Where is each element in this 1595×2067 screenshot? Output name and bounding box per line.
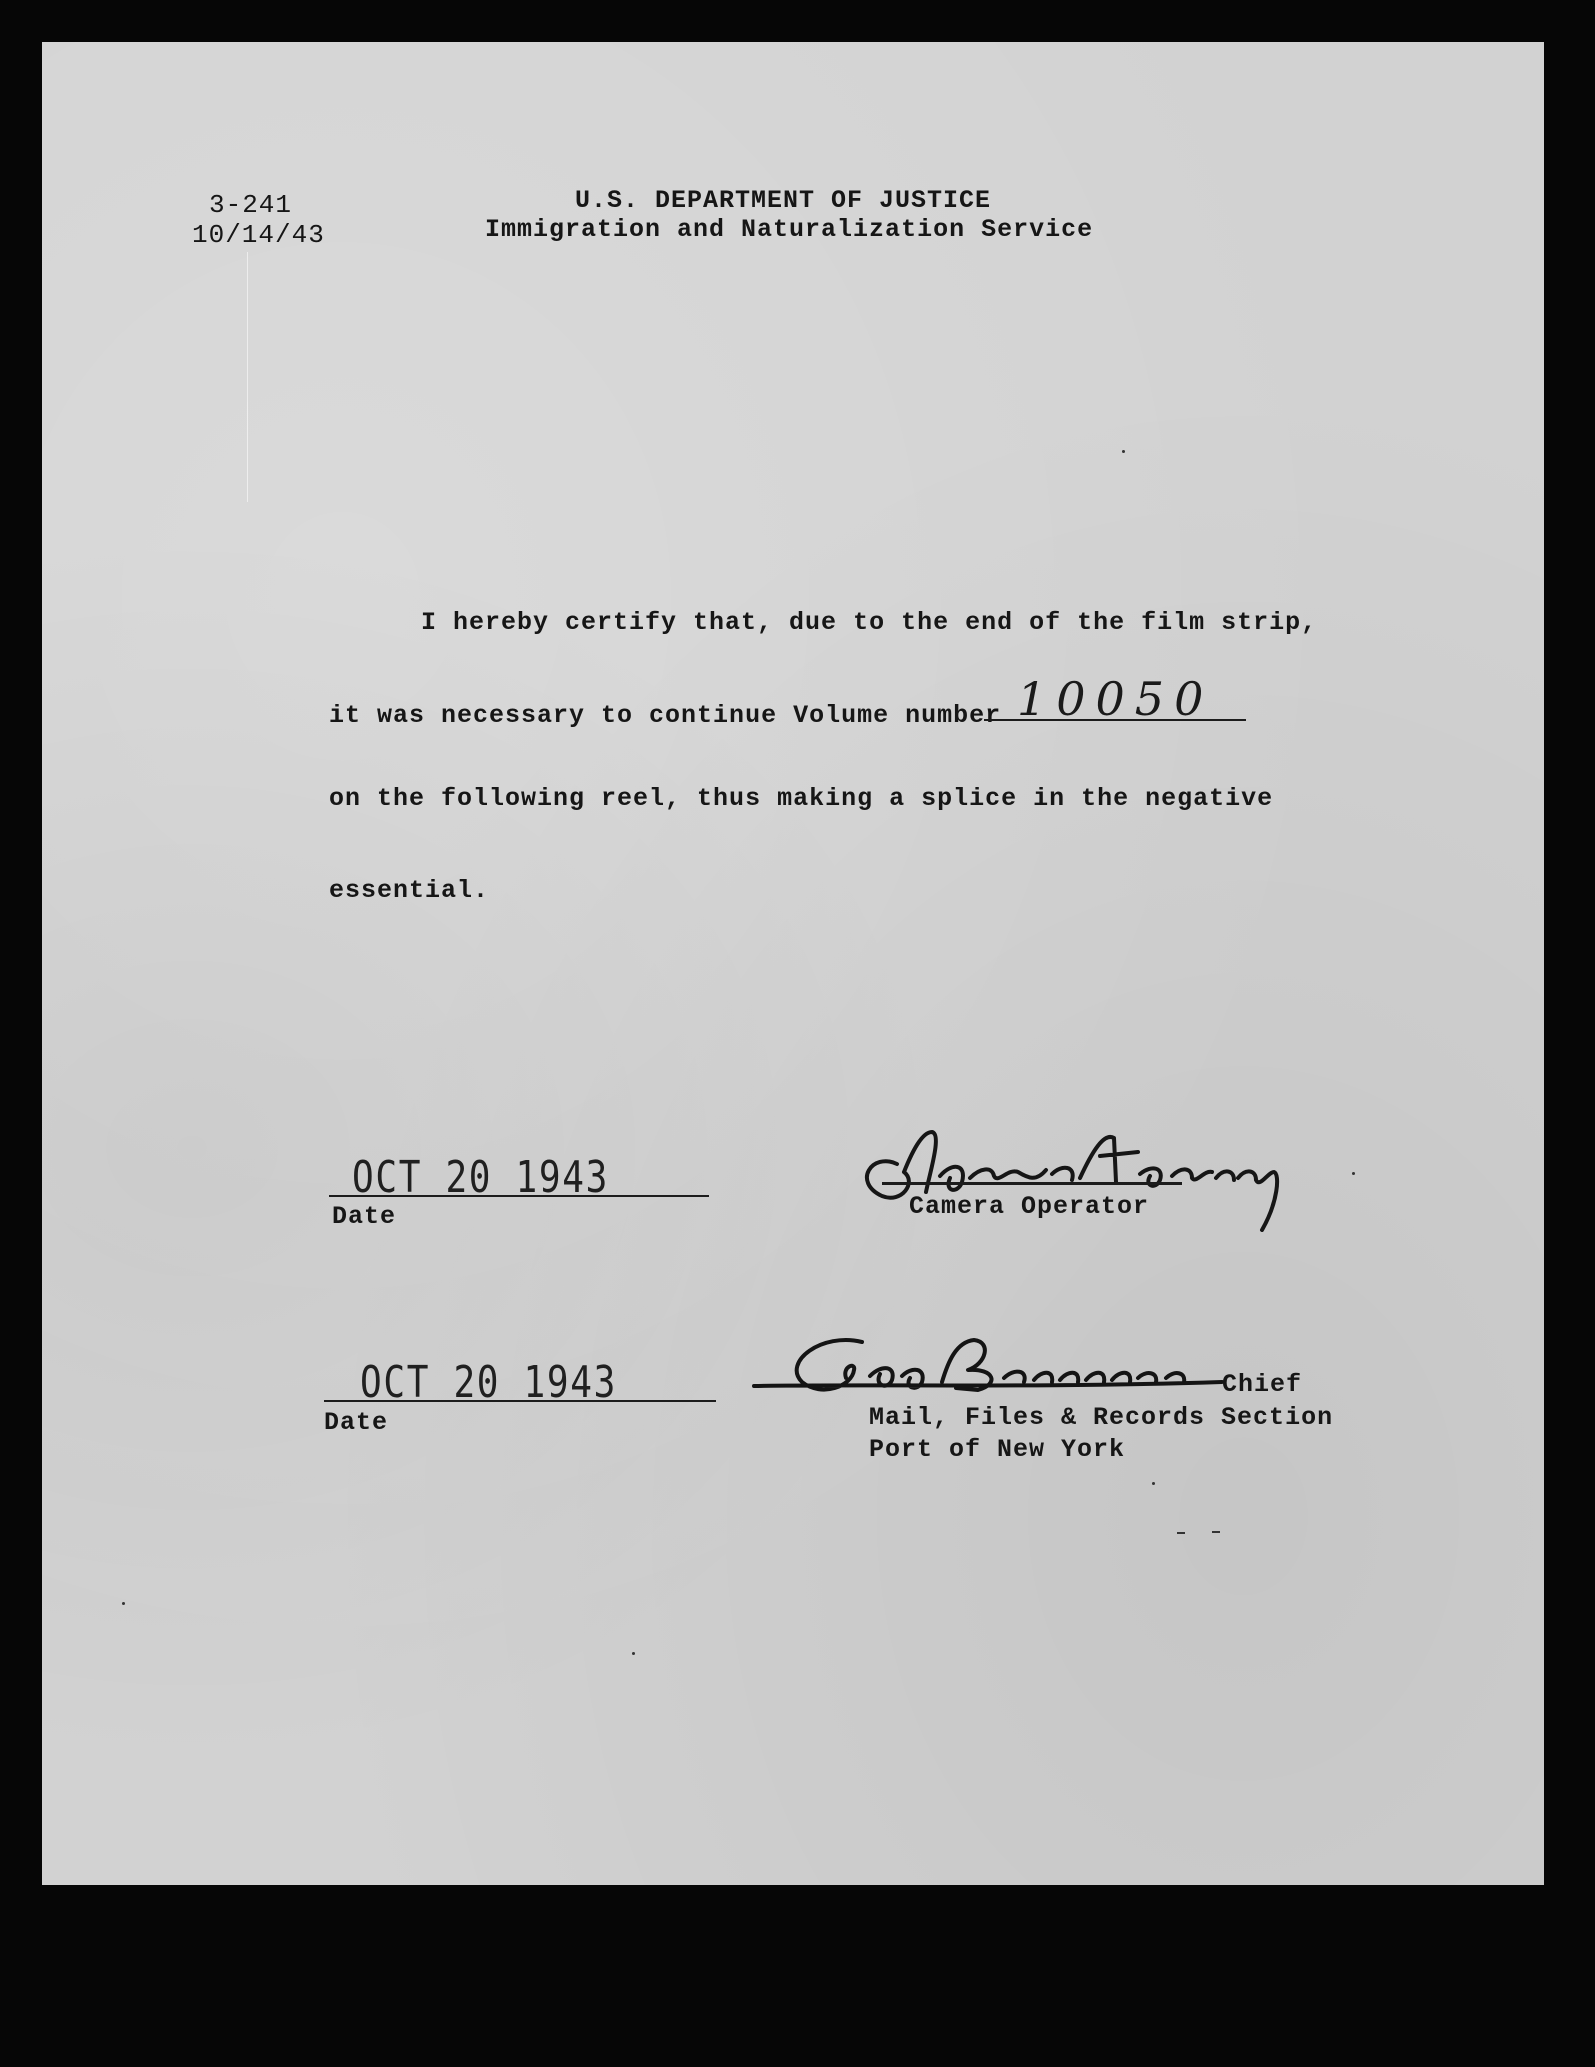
body-line-3: on the following reel, thus making a splice in the negative [329, 784, 1274, 813]
chief-section-line-1: Mail, Files & Records Section [869, 1403, 1334, 1432]
chief-label: Chief [1222, 1370, 1303, 1399]
form-number: 3-241 [209, 190, 293, 220]
chief-section-line-2: Port of New York [869, 1435, 1126, 1464]
service-title: Immigration and Naturalization Service [485, 215, 1094, 244]
paper-speck [632, 1652, 635, 1655]
paper-speck [1352, 1172, 1355, 1175]
chief-date-label: Date [324, 1408, 389, 1437]
form-date: 10/14/43 [192, 220, 325, 250]
camera-date-stamp: OCT 20 1943 [352, 1152, 609, 1203]
paper-speck [122, 1602, 125, 1605]
camera-signature-line [882, 1182, 1182, 1185]
camera-operator-label: Camera Operator [909, 1192, 1150, 1221]
paper-speck [1122, 450, 1125, 453]
body-line-4: essential. [329, 876, 490, 905]
document-page [42, 42, 1544, 1885]
camera-date-label: Date [332, 1202, 397, 1231]
paper-crease [247, 252, 248, 502]
body-line-2-prefix: it was necessary to continue Volume number [329, 701, 1002, 730]
paper-speck [1212, 1531, 1220, 1533]
volume-number: 10050 [1017, 672, 1214, 726]
body-line-1: I hereby certify that, due to the end of the film strip, [421, 608, 1318, 637]
agency-title: U.S. DEPARTMENT OF JUSTICE [575, 186, 992, 215]
chief-date-stamp: OCT 20 1943 [360, 1357, 617, 1408]
paper-speck [1177, 1532, 1185, 1534]
paper-speck [1152, 1482, 1155, 1485]
camera-date-line [329, 1195, 709, 1197]
chief-date-line [324, 1400, 716, 1402]
